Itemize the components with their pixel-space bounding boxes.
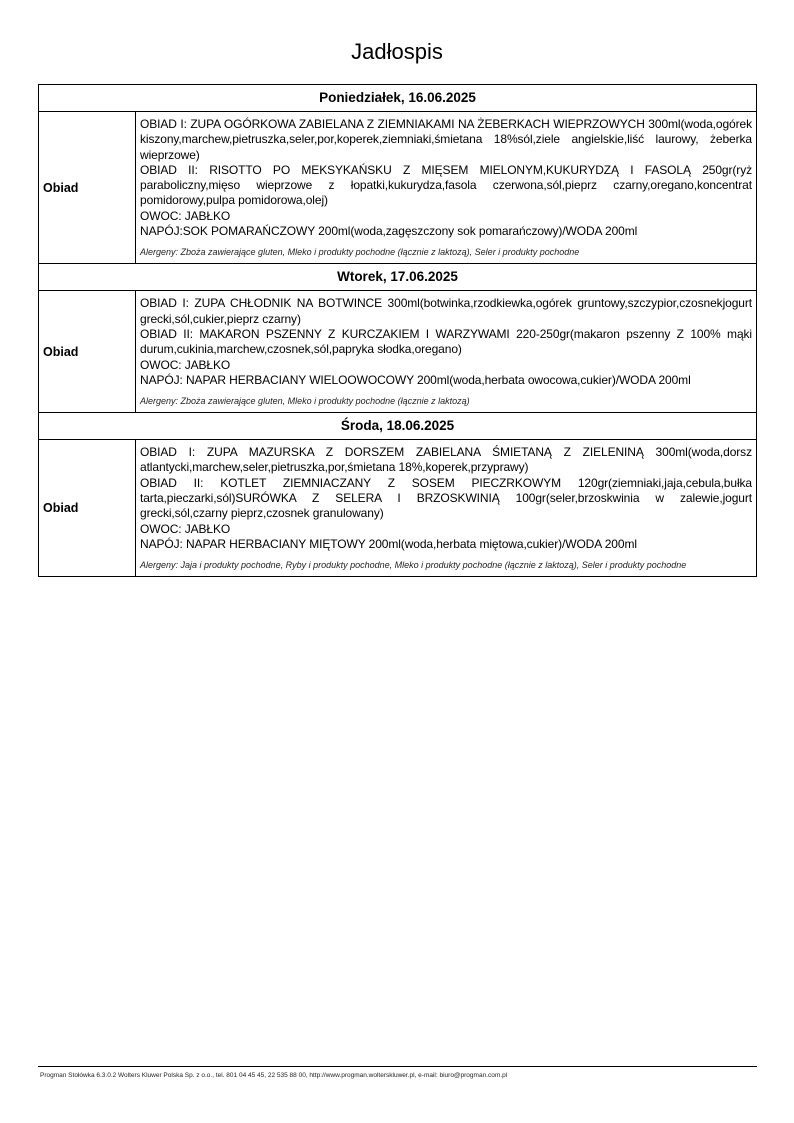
footer-text: Progman Stołówka 6.3.0.2 Wolters Kluwer Polska Sp. z o.o., tel. 801 04 45 45, 22 535 88 00, http://www.progman.wolterskluwer.pl, e-mail: biuro@progman.com.pl: [40, 1072, 508, 1079]
meal-row: [39, 440, 757, 577]
day-header-row: [39, 85, 757, 112]
allergens-note: Alergeny: Jaja i produkty pochodne, Ryby i produkty pochodne, Mleko i produkty pochodne (łącznie z laktozą), Seler i produkty pochodne: [140, 560, 687, 571]
dish-fruit: OWOC: JABŁKO: [140, 208, 231, 223]
day-header: Środa, 18.06.2025: [39, 413, 757, 440]
meal-label: Obiad: [39, 291, 136, 413]
menu-table: [38, 84, 757, 577]
allergens-note: Alergeny: Zboża zawierające gluten, Mleko i produkty pochodne (łącznie z laktozą), Seler i produkty pochodne: [140, 247, 580, 258]
day-header-row: [39, 264, 757, 291]
dish-fruit: OWOC: JABŁKO: [140, 521, 231, 536]
meal-content: [136, 440, 757, 577]
dish-soup: OBIAD I: ZUPA MAZURSKA Z DORSZEM ZABIELANA ŚMIETANĄ Z ZIELENINĄ 300ml(woda,dorsz atlantycki,marchew,seler,pietruszka,por,śmietana 18%,koperek,przyprawy): [140, 445, 752, 475]
meal-content: [136, 112, 757, 264]
dish-fruit: OWOC: JABŁKO: [140, 357, 231, 372]
dish-main: OBIAD II: RISOTTO PO MEKSYKAŃSKU Z MIĘSEM MIELONYM,KUKURYDZĄ I FASOLĄ 250gr(ryż paraboliczny,mięso wieprzowe z łopatki,kukurydza,fasola czerwona,sól,pieprz czarny,oregano,koncentrat pomidorowy,pulpa pomidorowa,olej): [140, 162, 752, 208]
page-title: Jadłospis: [351, 39, 443, 64]
meal-row: [39, 112, 757, 264]
meal-label: Obiad: [39, 112, 136, 264]
dish-soup: OBIAD I: ZUPA OGÓRKOWA ZABIELANA Z ZIEMNIAKAMI NA ŻEBERKACH WIEPRZOWYCH 300ml(woda,ogórek kiszony,marchew,pietruszka,seler,por,koperek,ziemniaki,śmietana 18%sól,ziele angielskie,liść laurowy, żeberka wieprzowe): [140, 117, 752, 162]
dish-soup: OBIAD I: ZUPA CHŁODNIK NA BOTWINCE 300ml(botwinka,rzodkiewka,ogórek gruntowy,szczypior,czosnekjogurt grecki,sól,cukier,pieprz czarny): [140, 296, 752, 326]
dish-main: OBIAD II: KOTLET ZIEMNIACZANY Z SOSEM PIECZRKOWYM 120gr(ziemniaki,jaja,cebula,bułka tarta,pieczarki,sól)SURÓWKA Z SELERA I BRZOSKWINIĄ 100gr(seler,brzoskwinia w zalewie,jogurt grecki,sól,czarny pieprz,czosnek granulowany): [140, 475, 752, 521]
dish-drink: NAPÓJ: NAPAR HERBACIANY MIĘTOWY 200ml(woda,herbata miętowa,cukier)/WODA 200ml: [140, 536, 637, 551]
meal-label: Obiad: [39, 440, 136, 577]
day-header: Wtorek, 17.06.2025: [39, 264, 757, 291]
dish-main: OBIAD II: MAKARON PSZENNY Z KURCZAKIEM I WARZYWAMI 220-250gr(makaron pszenny Z 100% mąki durum,cukinia,marchew,czosnek,sól,papryka słodka,oregano): [140, 326, 752, 357]
dish-drink: NAPÓJ: NAPAR HERBACIANY WIELOOWOCOWY 200ml(woda,herbata owocowa,cukier)/WODA 200ml: [140, 372, 691, 387]
meal-row: [39, 291, 757, 413]
allergens-note: Alergeny: Zboża zawierające gluten, Mleko i produkty pochodne (łącznie z laktozą): [140, 396, 470, 407]
footer-divider: [38, 1066, 757, 1067]
day-header: Poniedziałek, 16.06.2025: [39, 85, 757, 112]
day-header-row: [39, 413, 757, 440]
meal-content: [136, 291, 757, 413]
dish-drink: NAPÓJ:SOK POMARAŃCZOWY 200ml(woda,zagęszczony sok pomarańczowy)/WODA 200ml: [140, 224, 638, 239]
